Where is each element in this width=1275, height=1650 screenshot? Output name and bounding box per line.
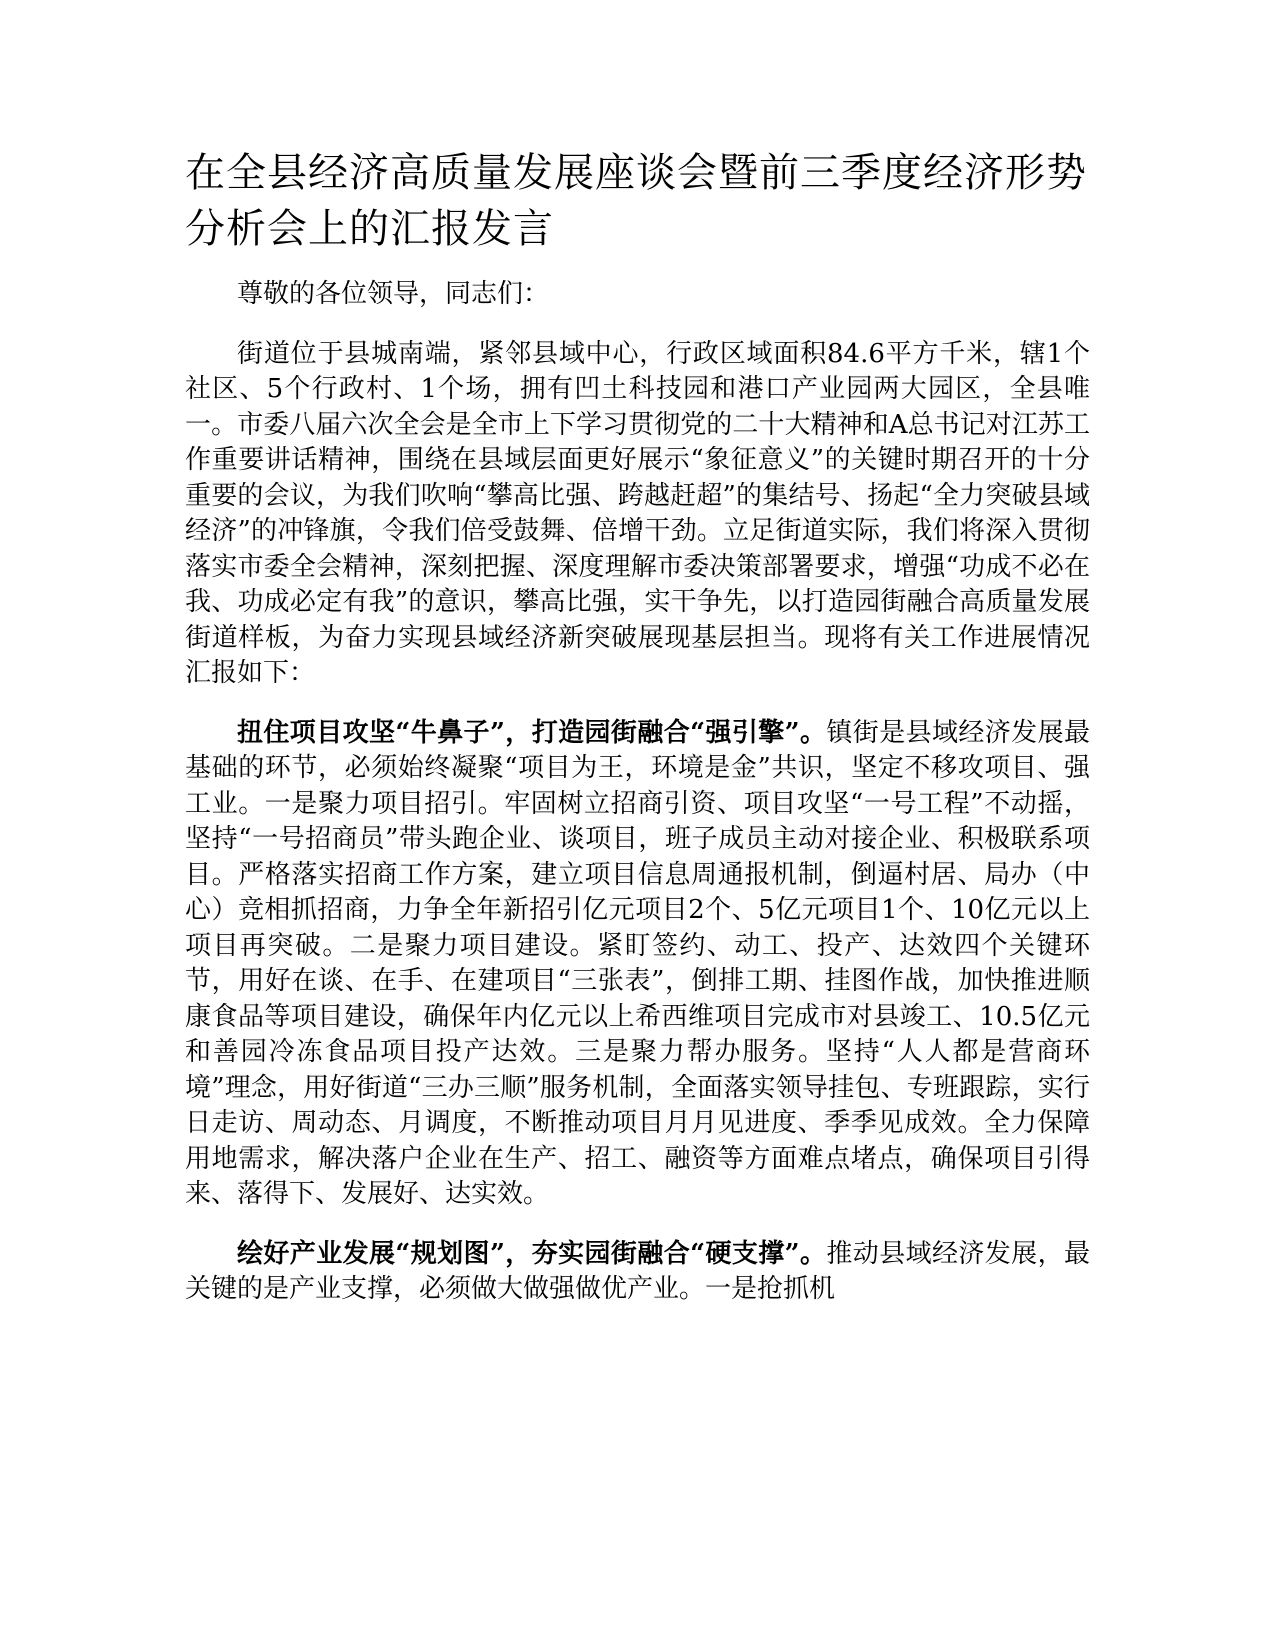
document-title: 在全县经济高质量发展座谈会暨前三季度经济形势分析会上的汇报发言: [185, 150, 1087, 252]
section-2-heading: 绘好产业发展“规划图”，夯实园街融合“硬支撑”。: [237, 1238, 827, 1269]
section-1-heading: 扭住项目攻坚“牛鼻子”，打造园街融合“强引擎”。: [237, 717, 827, 748]
salutation: 尊敬的各位领导，同志们：: [237, 279, 550, 309]
intro-paragraph: 街道位于县城南端，紧邻县域中心，行政区域面积84.6平方千米，辖1个社区、5个行政村、1个场，拥有凹土科技园和港口产业园两大园区，全县唯一。市委八届六次全会是全市上下学习贯彻党的二十大精神和A总书记对江苏工作重要讲话精神，围绕在县域层面更好展示“象征意义”的关键时期召开的十分重要的会议，为我们吹响“攀高比强、跨越赶超”的集结号、扬起“全力突破县域经济”的冲锋旗，令我们倍受鼓舞、倍增干劲。立足街道实际，我们将深入贯彻落实市委全会精神，深刻把握、深度理解市委决策部署要求，增强“功成不必在我、功成必定有我”的意识，攀高比强，实干争先，以打造园街融合高质量发展街道样板，为奋力实现县域经济新突破展现基层担当。现将有关工作进展情况汇报如下：: [185, 338, 1090, 688]
section-2-paragraph: [185, 1237, 1090, 1308]
section-1-paragraph: [185, 716, 1090, 1213]
section-2-body: 推动县域经济发展，最关键的是产业支撑，必须做大做强做优产业。一是抢抓机: [185, 1238, 1090, 1304]
section-1-body: 镇街是县域经济发展最基础的环节，必须始终凝聚“项目为王，环境是金”共识，坚定不移攻项目、强工业。一是聚力项目招引。牢固树立招商引资、项目攻坚“一号工程”不动摇，坚持“一号招商员”带头跑企业、谈项目，班子成员主动对接企业、积极联系项目。严格落实招商工作方案，建立项目信息周通报机制，倒逼村居、局办（中心）竞相抓招商，力争全年新招引亿元项目2个、5亿元项目1个、10亿元以上项目再突破。二是聚力项目建设。紧盯签约、动工、投产、达效四个关键环节，用好在谈、在手、在建项目“三张表”，倒排工期、挂图作战，加快推进顺康食品等项目建设，确保年内亿元以上希西维项目完成市对县竣工、10.5亿元和善园冷冻食品项目投产达效。三是聚力帮办服务。坚持“人人都是营商环境”理念，用好街道“三办三顺”服务机制，全面落实领导挂包、专班跟踪，实行日走访、周动态、月调度，不断推动项目月月见进度、季季见成效。全力保障用地需求，解决落户企业在生产、招工、融资等方面难点堵点，确保项目引得来、落得下、发展好、达实效。: [185, 717, 1090, 1209]
document-page: [185, 145, 1090, 1332]
